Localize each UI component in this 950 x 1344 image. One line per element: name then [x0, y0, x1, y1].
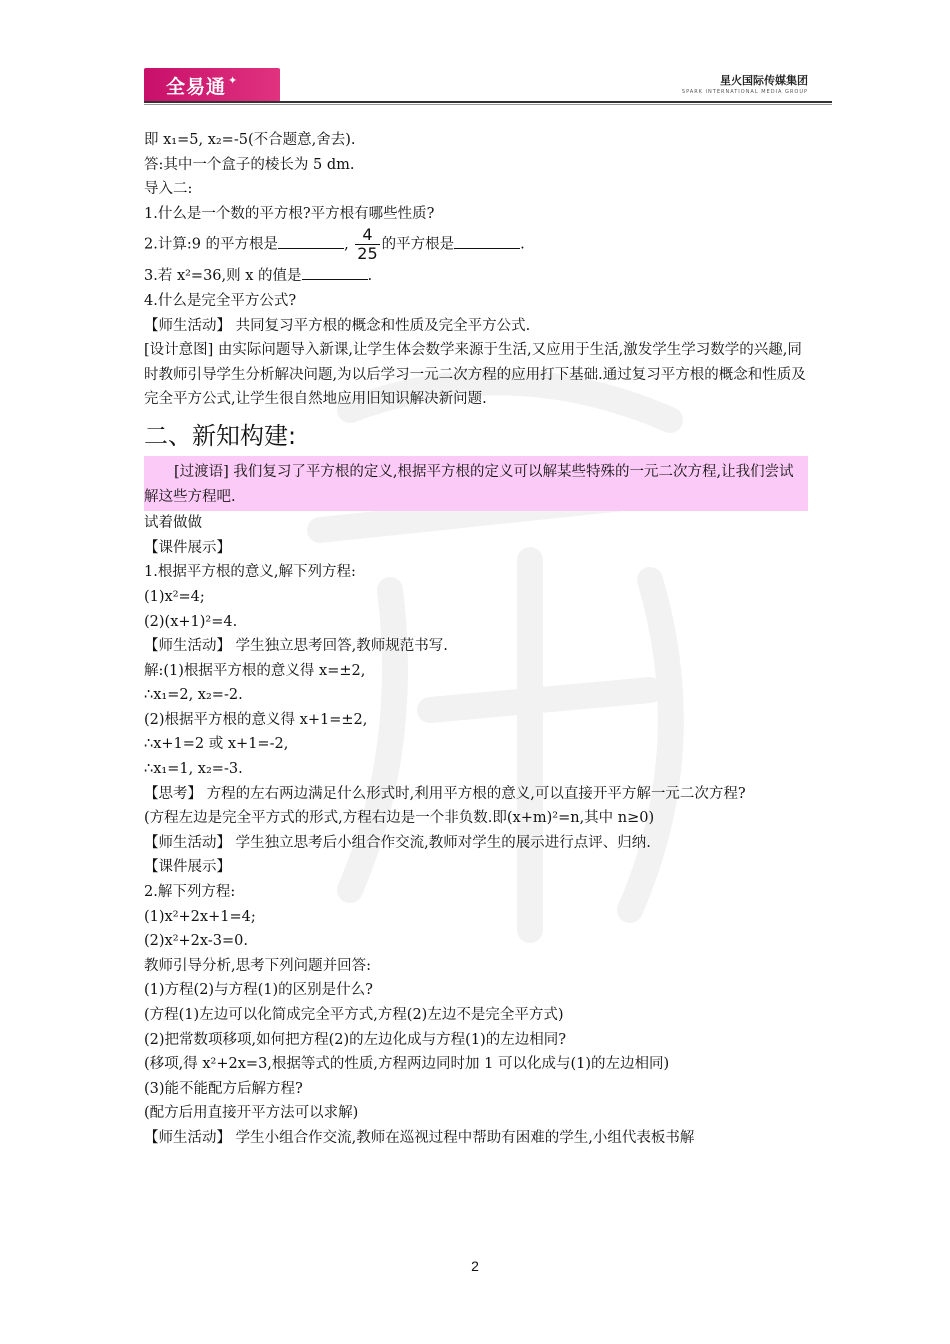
- calc-question: [144, 226, 808, 263]
- text-line: 【师生活动】 学生小组合作交流,教师在巡视过程中帮助有困难的学生,小组代表板书解: [144, 1129, 695, 1146]
- text-line: [144, 263, 808, 289]
- text-line: ∴x₁=2, x₂=-2.: [144, 687, 243, 704]
- text-line: 导入二:: [144, 181, 193, 198]
- text-line: 1.什么是一个数的平方根?平方根有哪些性质?: [144, 205, 435, 222]
- text-line: 【师生活动】 学生独立思考后小组合作交流,教师对学生的展示进行点评、归纳.: [144, 834, 651, 851]
- sparkle-icon: ✦: [228, 73, 239, 87]
- text-line: (方程(1)左边可以化简成完全平方式,方程(2)左边不是完全平方式): [144, 1007, 564, 1023]
- section-title: 二、新知构建:: [144, 421, 297, 450]
- text-line: (2)(x+1)²=4.: [144, 613, 238, 630]
- brand-logo-text: 全易通: [166, 75, 227, 98]
- text-line: 1.根据平方根的意义,解下列方程:: [144, 564, 356, 581]
- text-line: (配方后用直接开平方法可以求解): [144, 1105, 359, 1122]
- text-line: ∴x+1=2 或 x+1=-2,: [144, 736, 289, 753]
- answer-blank: [278, 232, 344, 249]
- text-line: 4.什么是完全平方公式?: [144, 292, 297, 309]
- fraction-denominator: 25: [357, 244, 378, 264]
- text-line: 教师引导分析,思考下列问题并回答:: [144, 957, 371, 974]
- fraction-numerator: 4: [355, 226, 379, 245]
- text-line: 【思考】 方程的左右两边满足什么形式时,利用平方根的意义,可以直接开平方解一元二次方程?: [144, 785, 746, 802]
- text-line: (移项,得 x²+2x=3,根据等式的性质,方程两边同时加 1 可以化成与(1)的左边相同): [144, 1056, 670, 1073]
- text-line: 【师生活动】 共同复习平方根的概念和性质及完全平方公式.: [144, 317, 531, 334]
- text-line: 解:(1)根据平方根的意义得 x=±2,: [144, 662, 366, 679]
- text-fragment: .: [520, 236, 525, 253]
- publisher-name: [682, 72, 808, 95]
- text-line: 答:其中一个盒子的棱长为 5 dm.: [144, 156, 355, 173]
- transition-text: [过渡语] 我们复习了平方根的定义,根据平方根的定义可以解某些特殊的一元二次方程,让我们尝试解这些方程吧.: [144, 463, 794, 505]
- text-fragment: 2.计算:9 的平方根是: [144, 236, 279, 253]
- text-line: (1)x²+2x+1=4;: [144, 908, 256, 925]
- text-line: 即 x₁=5, x₂=-5(不合题意,舍去).: [144, 132, 356, 148]
- text-line: 试着做做: [144, 515, 202, 532]
- text-line: 【课件展示】: [144, 859, 231, 876]
- text-line: ∴x₁=1, x₂=-3.: [144, 761, 243, 778]
- text-fragment: ,: [344, 236, 349, 253]
- design-intent-paragraph: [设计意图] 由实际问题导入新课,让学生体会数学来源于生活,又应用于生活,激发学生学习数学的兴趣,同时教师引导学生分析解决问题,为以后学习一元二次方程的应用打下基础.通过复习平方根的概念和性质及完全平方公式,让学生很自然地应用旧知识解决新问题.: [144, 342, 806, 408]
- answer-blank: [302, 263, 368, 280]
- fraction: [355, 226, 379, 263]
- text-line: (2)x²+2x-3=0.: [144, 933, 248, 950]
- header-rule-thin: [144, 104, 832, 105]
- text-line: 【师生活动】 学生独立思考回答,教师规范书写.: [144, 638, 448, 655]
- publisher-name-cn: 星火国际传媒集团: [720, 74, 808, 87]
- text-line: 【课件展示】: [144, 539, 231, 556]
- text-fragment: 3.若 x²=36,则 x 的值是: [144, 268, 302, 285]
- text-fragment: 的平方根是: [381, 236, 455, 253]
- brand-logo: [144, 68, 280, 102]
- text-line: (3)能不能配方后解方程?: [144, 1080, 303, 1097]
- text-line: (1)方程(2)与方程(1)的区别是什么?: [144, 982, 373, 999]
- publisher-name-en: SPARK INTERNATIONAL MEDIA GROUP: [681, 89, 808, 95]
- text-line: (1)x²=4;: [144, 588, 205, 605]
- document-body: [144, 128, 808, 1151]
- transition-box: [144, 456, 808, 511]
- text-line: (2)根据平方根的意义得 x+1=±2,: [144, 711, 368, 728]
- answer-blank: [454, 232, 520, 249]
- text-line: (2)把常数项移项,如何把方程(2)的左边化成与方程(1)的左边相同?: [144, 1031, 566, 1048]
- page-number: 2: [471, 1258, 479, 1274]
- text-fragment: .: [367, 268, 373, 285]
- header-rule: [144, 101, 832, 103]
- text-line: (方程左边是完全平方式的形式,方程右边是一个非负数.即(x+m)²=n,其中 n≥0): [144, 810, 655, 827]
- text-line: 2.解下列方程:: [144, 884, 236, 901]
